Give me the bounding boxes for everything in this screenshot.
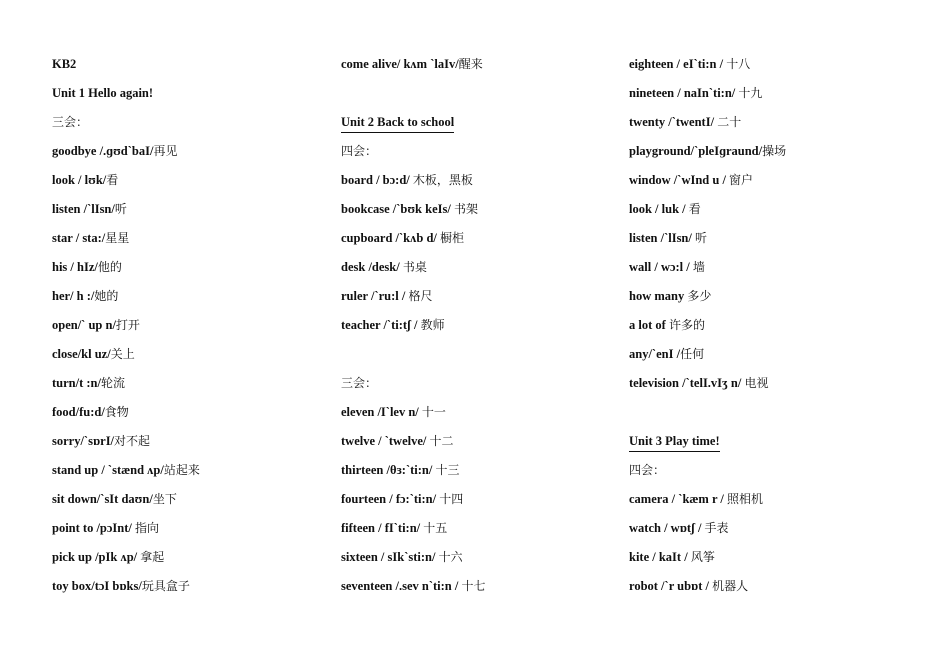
vocab-entry [52,371,322,400]
vocab-meaning: 十八 [726,57,751,71]
vocab-entry [341,168,611,197]
vocab-word: eighteen / eI`ti:n / [629,57,727,71]
vocab-entry [629,52,929,81]
vocab-meaning: 照相机 [727,492,764,506]
skill-level-label: 四会： [629,463,666,477]
vocab-meaning: 十三 [435,463,460,477]
vocab-meaning: 多少 [687,289,712,303]
unit-heading-text: Unit 3 Play time! [629,432,720,452]
vocab-word: window /`wInd u / [629,173,730,187]
vocab-meaning: 橱柜 [440,231,465,245]
vocab-entry [52,342,322,371]
vocab-word: close/kl uz/ [52,347,111,361]
vocab-entry [341,255,611,284]
vocab-entry [52,516,322,545]
vocab-meaning: 食物 [104,405,129,419]
vocab-word: any/`enI / [629,347,681,361]
vocab-meaning: 对不起 [114,434,151,448]
vocab-entry [52,400,322,429]
vocab-word: camera / `kæm r / [629,492,728,506]
vocab-word: how many [629,289,688,303]
vocab-entry [341,197,611,226]
vocab-meaning: 看 [106,173,119,187]
vocab-word: nineteen / naIn`ti:n/ [629,86,739,100]
vocab-word: ruler /`ru:l / [341,289,409,303]
vocab-entry [341,545,611,574]
vocab-entry [629,81,929,110]
vocab-entry [52,313,322,342]
column-left [52,52,322,603]
vocab-word: sixteen / sIk`sti:n/ [341,550,439,564]
vocab-entry [52,458,322,487]
vocab-entry [629,313,929,342]
column-middle [341,52,611,603]
vocab-entry [629,226,929,255]
vocab-word: look / luk / [629,202,689,216]
vocab-word: robot /`r ubɒt / [629,579,713,593]
section-heading: KB2 [52,57,77,71]
vocab-entry [341,400,611,429]
vocab-word: television /`telI.vIʒ n/ [629,376,745,390]
vocab-entry [629,516,929,545]
vocab-meaning: 再见 [153,144,178,158]
blank-line [341,342,611,371]
vocab-entry [341,226,611,255]
vocab-entry [341,313,611,342]
vocab-word: teacher /`ti:tʃ / [341,318,421,332]
vocab-meaning: 风筝 [690,550,715,564]
vocab-word: cupboard /`kʌb d/ [341,231,440,245]
unit-heading-text: Unit 2 Back to school [341,113,454,133]
vocab-word: board / bɔ:d/ [341,173,413,187]
blank-line [341,81,611,110]
vocab-meaning: 十四 [439,492,464,506]
column-right [629,52,929,603]
vocab-meaning: 机器人 [712,579,749,593]
vocab-entry [629,487,929,516]
vocab-word: her/ h :/ [52,289,95,303]
vocab-meaning: 轮流 [100,376,125,390]
vocab-entry [52,168,322,197]
vocab-entry [52,574,322,603]
unit-heading [341,110,611,139]
vocab-meaning: 看 [688,202,701,216]
vocab-meaning: 墙 [692,260,705,274]
vocab-word: playground/`pleIɡraund/ [629,144,763,158]
skill-level-label: 三会： [52,115,89,129]
vocab-entry [629,342,929,371]
vocab-entry [52,139,322,168]
vocab-meaning: 站起来 [163,463,200,477]
vocab-word: watch / wɒtʃ / [629,521,705,535]
vocab-word: seventeen /.sev n`ti:n / [341,579,462,593]
vocab-meaning: 坐下 [152,492,177,506]
vocab-word: pick up /pIk ʌp/ [52,550,141,564]
vocab-meaning: 关上 [110,347,135,361]
vocab-meaning: 书架 [453,202,478,216]
vocab-word: toy box/tɔI bɒks/ [52,579,142,593]
vocab-meaning: 打开 [115,318,140,332]
vocab-entry [341,52,611,81]
vocab-meaning: 十二 [429,434,454,448]
vocab-word: his / hIz/ [52,260,98,274]
vocab-entry [629,168,929,197]
vocab-meaning: 任何 [680,347,705,361]
section-heading: Unit 1 Hello again! [52,86,154,100]
vocab-entry [629,197,929,226]
vocab-word: a lot of [629,318,669,332]
vocab-entry [629,139,929,168]
vocab-entry [52,545,322,574]
vocab-word: wall / wɔ:l / [629,260,693,274]
vocab-meaning: 星星 [105,231,130,245]
vocab-entry [629,545,929,574]
vocab-word: food/fu:d/ [52,405,105,419]
vocab-meaning: 窗户 [729,173,754,187]
vocab-meaning: 指向 [135,521,160,535]
vocab-word: sorry/`sɒrI/ [52,434,115,448]
unit-heading [629,429,929,458]
vocab-entry [52,284,322,313]
vocab-entry [52,197,322,226]
vocab-meaning: 二十 [717,115,742,129]
vocab-entry [52,226,322,255]
vocab-meaning: 手表 [704,521,729,535]
vocab-entry [341,487,611,516]
vocab-entry [341,284,611,313]
vocab-entry [341,574,611,603]
vocab-word: kite / kaIt / [629,550,691,564]
vocab-word: twenty /`twentI/ [629,115,718,129]
vocab-word: listen /`lIsn/ [629,231,695,245]
vocab-meaning: 电视 [744,376,769,390]
vocab-entry [629,574,929,603]
vocab-meaning: 书桌 [402,260,427,274]
vocab-word: open/` up n/ [52,318,116,332]
vocab-meaning: 醒来 [458,57,483,71]
vocab-entry [52,255,322,284]
vocab-word: point to /pɔInt/ [52,521,136,535]
vocab-meaning: 十一 [421,405,446,419]
vocab-word: fourteen / fɔ:`ti:n/ [341,492,440,506]
vocab-entry [341,429,611,458]
vocab-meaning: 玩具盒子 [141,579,190,593]
vocab-meaning: 操场 [762,144,787,158]
vocab-word: turn/t :n/ [52,376,101,390]
vocab-meaning: 听 [695,231,708,245]
vocab-entry [629,284,929,313]
vocab-word: desk /desk/ [341,260,403,274]
vocab-word: stand up / `stænd ʌp/ [52,463,164,477]
vocab-word: come alive/ kʌm `laIv/ [341,57,459,71]
vocab-entry [629,371,929,400]
vocab-meaning: 十九 [738,86,763,100]
vocab-word: bookcase /`bʊk keIs/ [341,202,454,216]
vocab-word: listen /`lIsn/ [52,202,115,216]
vocab-word: sit down/`sIt daʊn/ [52,492,153,506]
skill-level-label: 三会： [341,376,378,390]
skill-level-label: 四会： [341,144,378,158]
vocab-word: look / lʊk/ [52,173,107,187]
vocab-entry [341,516,611,545]
vocab-meaning: 十六 [438,550,463,564]
vocab-entry [52,429,322,458]
blank-line [629,400,929,429]
vocab-entry [629,255,929,284]
vocab-meaning: 许多的 [668,318,705,332]
vocab-meaning: 她的 [94,289,119,303]
vocab-entry [629,110,929,139]
vocab-word: goodbye /.ɡʊd`baI/ [52,144,154,158]
vocab-meaning: 他的 [97,260,122,274]
vocab-meaning: 十五 [423,521,448,535]
vocab-meaning: 拿起 [140,550,165,564]
vocab-word: fifteen / fI`ti:n/ [341,521,424,535]
vocab-entry [341,458,611,487]
vocab-word: star / sta:/ [52,231,106,245]
vocab-meaning: 格尺 [408,289,433,303]
vocab-word: thirteen /θɜ:`ti:n/ [341,463,436,477]
vocab-meaning: 十七 [461,579,486,593]
vocab-meaning: 木板，黑板 [412,173,473,187]
vocab-meaning: 听 [114,202,127,216]
vocab-entry [52,487,322,516]
vocab-meaning: 教师 [420,318,445,332]
vocab-word: twelve / `twelve/ [341,434,430,448]
vocab-word: eleven /I`lev n/ [341,405,422,419]
